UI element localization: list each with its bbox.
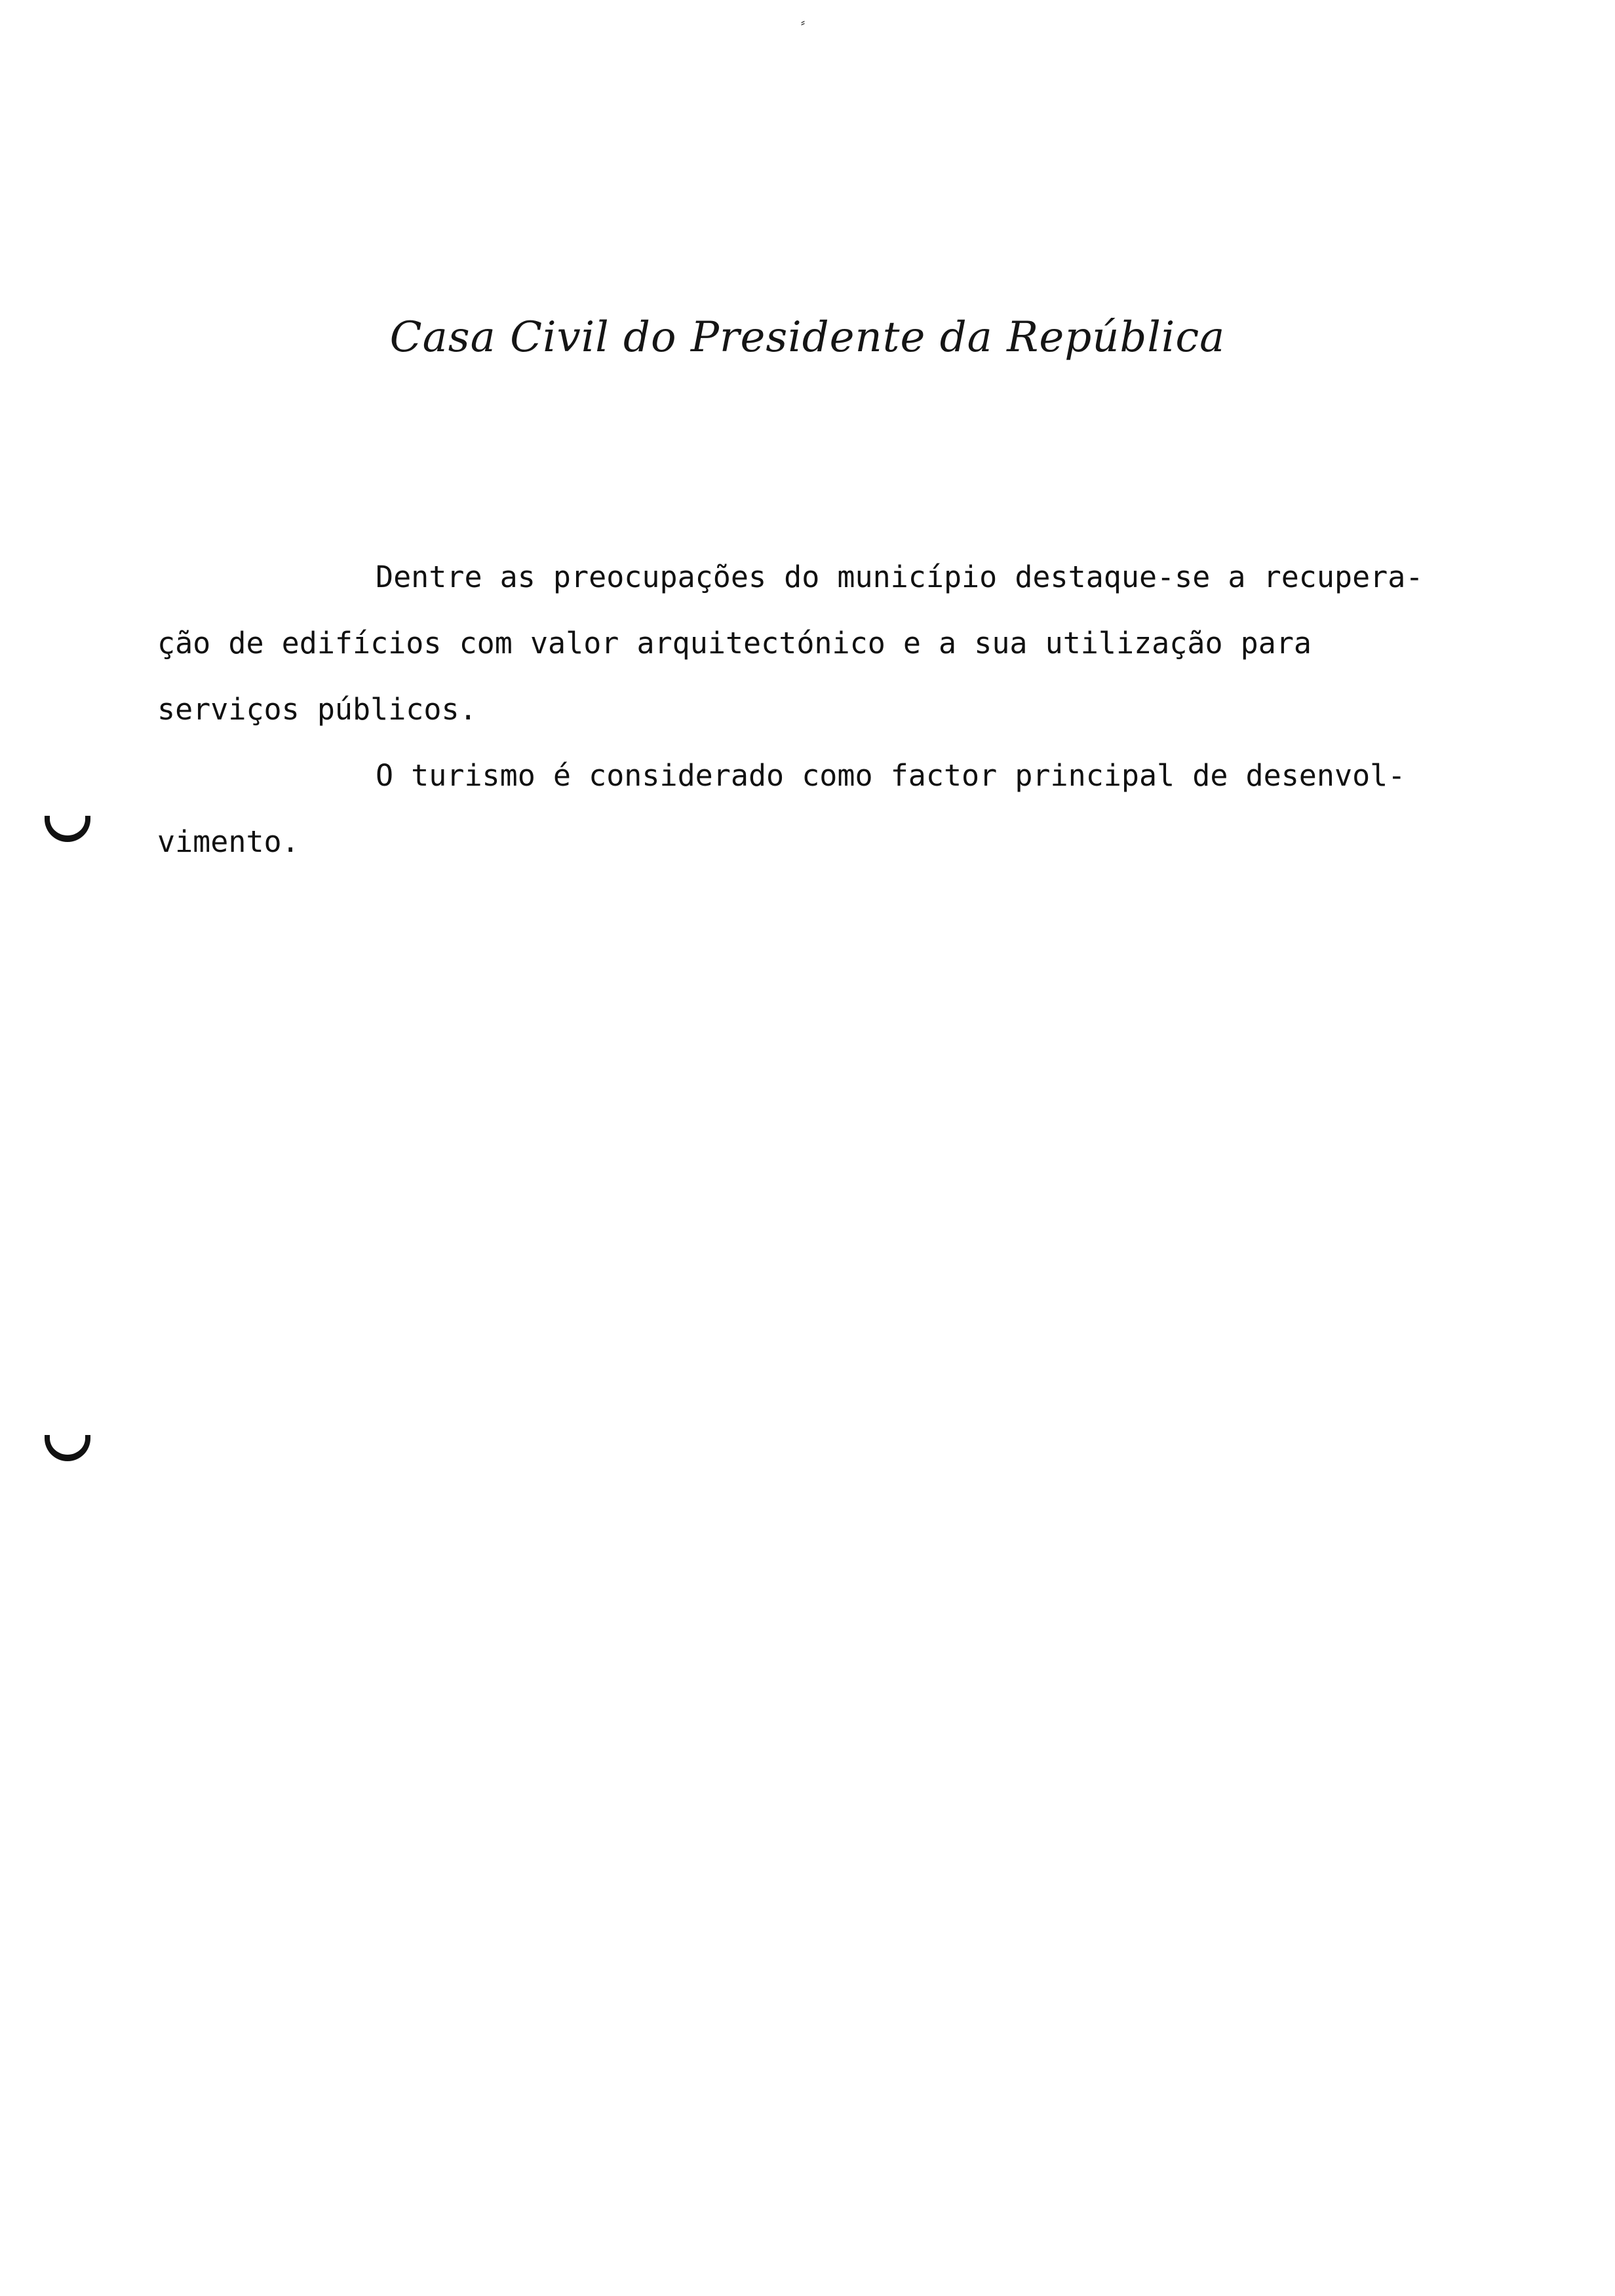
punch-hole-mark <box>45 816 90 842</box>
document-body <box>157 544 1560 875</box>
paragraph-2-line-2: vimento. <box>157 824 300 859</box>
paragraph-1-line-2: ção de edifícios com valor arquitectónico e a sua utilização para <box>157 626 1312 660</box>
punch-hole-mark <box>45 1435 90 1461</box>
paragraph-1-line-1: Dentre as preocupações do município destaque-se a recupera- <box>376 560 1424 594</box>
letterhead-title: Casa Civil do Presidente da República <box>389 313 1226 362</box>
paragraph-2-line-1: O turismo é considerado como factor principal de desenvol- <box>376 758 1406 793</box>
paragraph-1-line-3: serviços públicos. <box>157 692 477 727</box>
scan-mark: ⸗ <box>801 16 805 29</box>
